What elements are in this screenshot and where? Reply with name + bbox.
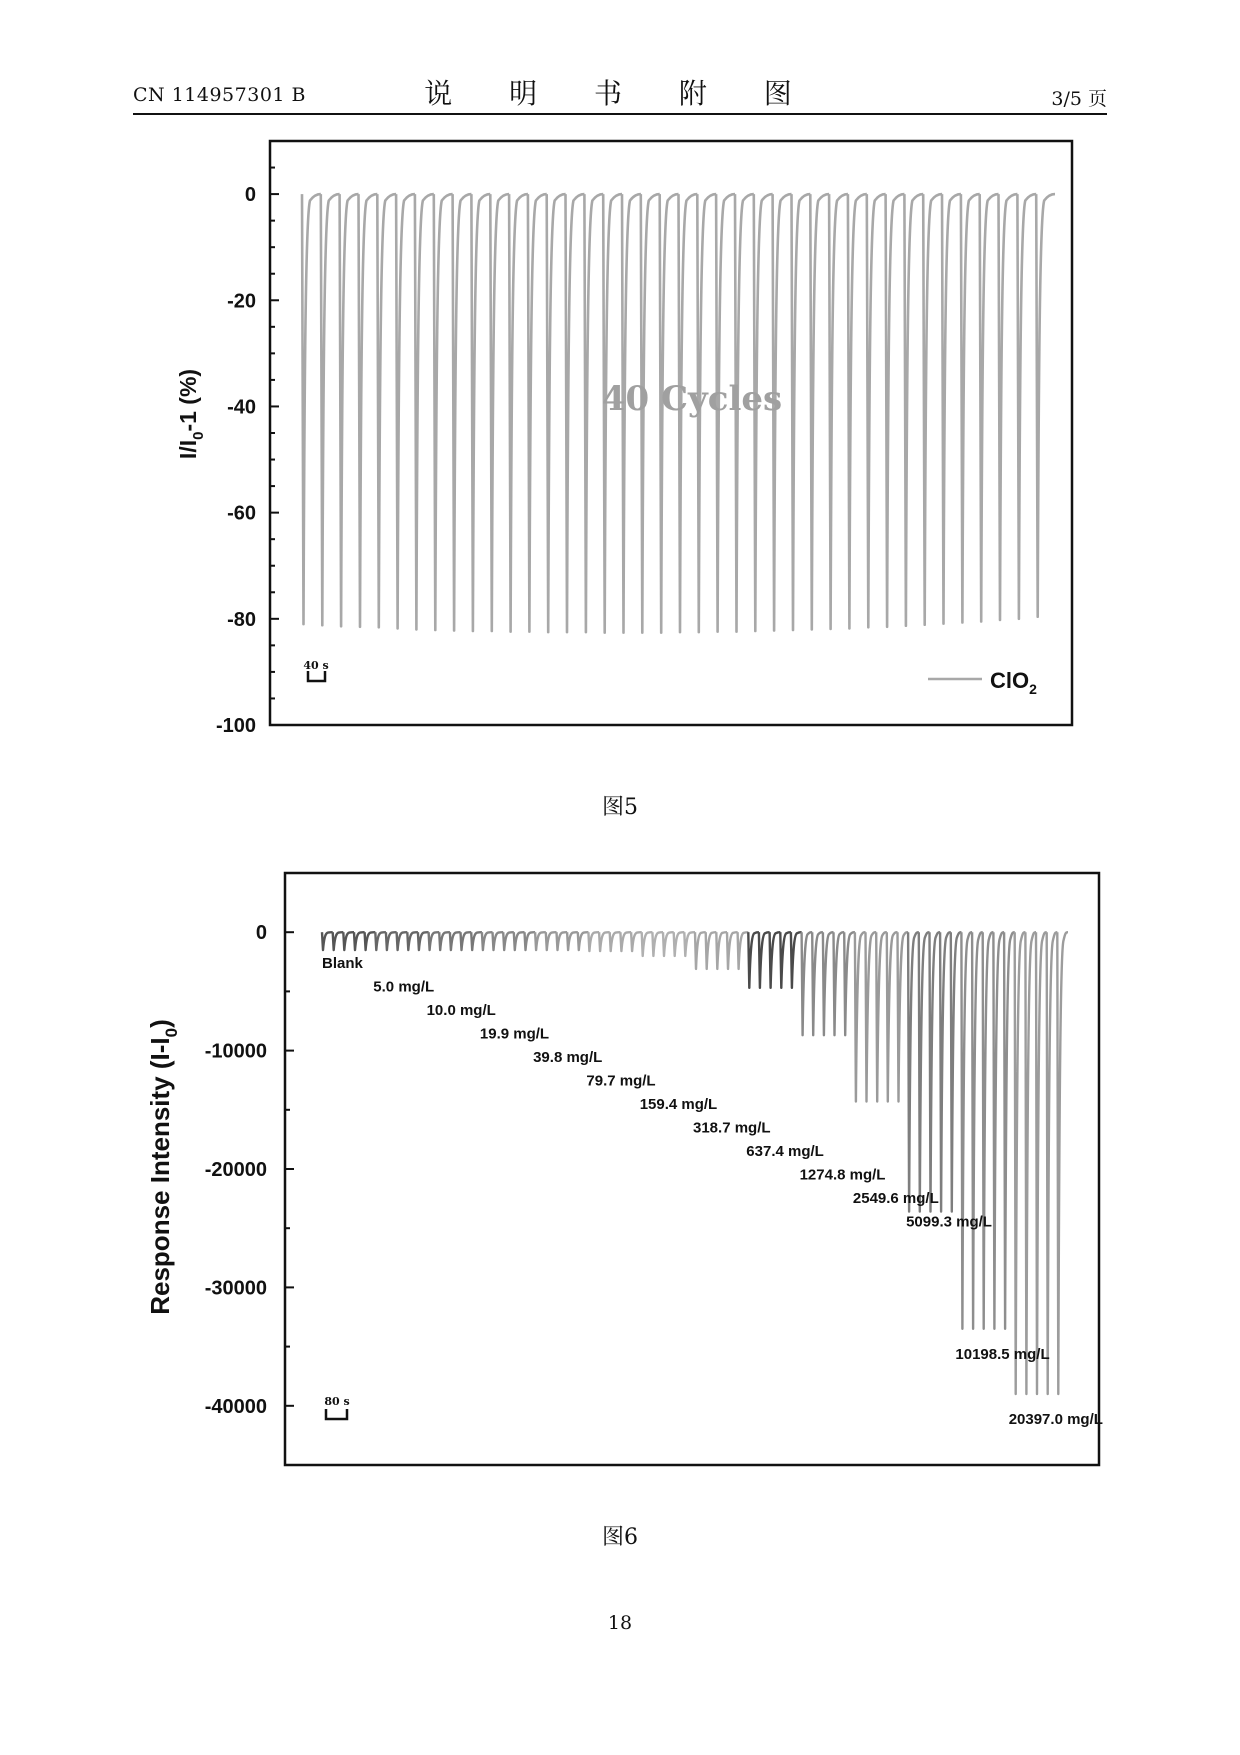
fig6-cycle-trace <box>812 932 823 1035</box>
fig5-y-axis-label: $I/I_0-1$ (%) <box>175 368 207 460</box>
fig6-cycle-trace <box>748 932 759 988</box>
fig6-scale-bar <box>324 1395 349 1419</box>
fig6-cycle-trace <box>365 932 376 950</box>
fig6-cycle-trace <box>375 932 386 950</box>
fig6-cycle-trace <box>343 932 354 950</box>
fig6-cycle-trace <box>620 932 631 951</box>
fig6-cycle-trace <box>610 932 621 951</box>
fig6-cycle-trace <box>652 932 663 956</box>
fig6-cycle-trace <box>961 932 972 1329</box>
fig6-cycle-trace <box>557 932 568 950</box>
fig6-cycle-trace <box>887 932 898 1101</box>
fig5-annotation-cycles: 40 Cycles <box>601 379 783 419</box>
fig6-cycle-trace <box>993 932 1004 1329</box>
fig6-cycle-trace <box>588 932 599 951</box>
header-page-indicator: 3/5 页 <box>1051 88 1107 110</box>
fig6-cycle-trace <box>429 932 440 950</box>
fig6-y-tick-label: 0 <box>255 922 267 945</box>
fig5-y-tick-label: -60 <box>227 502 256 525</box>
fig6-concentration-label: 10.0 mg/L <box>426 1002 496 1019</box>
fig6-cycle-trace <box>930 932 941 1211</box>
fig6-cycle-trace <box>535 932 546 950</box>
fig5-y-tick-label: -20 <box>227 290 256 313</box>
fig6-cycle-trace <box>663 932 674 956</box>
fig6-cycle-trace <box>471 932 482 950</box>
fig6-y-tick-label: -10000 <box>204 1040 267 1063</box>
fig6-cycle-trace <box>855 932 866 1101</box>
fig6-concentration-label: 318.7 mg/L <box>693 1119 771 1137</box>
fig6-concentration-label: 20397.0 mg/L <box>1008 1411 1103 1428</box>
fig6-cycle-trace <box>354 932 365 950</box>
fig6-cycle-trace <box>1025 932 1036 1394</box>
fig6-cycle-trace <box>802 932 813 1035</box>
fig6-concentration-label: 159.4 mg/L <box>639 1096 718 1113</box>
header-patent-number: CN 114957301 B <box>133 84 306 106</box>
fig6-y-tick-label: -30000 <box>204 1277 267 1300</box>
fig6-cycle-trace <box>1015 932 1026 1394</box>
fig6-cycle-trace <box>684 932 695 956</box>
fig6-cycle-trace <box>780 932 791 988</box>
fig6-cycle-trace <box>599 932 610 951</box>
fig6-cycle-trace <box>322 932 333 950</box>
fig6-cycle-trace <box>940 932 951 1211</box>
fig6-cycle-trace <box>407 932 418 950</box>
fig6-cycle-trace <box>972 932 983 1329</box>
fig6-y-axis-label: Response Intensity $(I-I_0)$ <box>145 1019 181 1315</box>
fig6-cycle-trace <box>866 932 877 1101</box>
fig6-cycle-trace <box>706 932 717 969</box>
fig5-y-tick-label: 0 <box>244 184 256 207</box>
svg-text:40 s: 40 s <box>303 659 329 672</box>
fig6-cycle-trace <box>631 932 642 951</box>
fig6-cycle-trace <box>493 932 504 950</box>
fig6-cycle-trace <box>695 932 706 969</box>
fig6-cycle-trace <box>727 932 738 969</box>
fig6-cycle-trace <box>482 932 493 950</box>
fig6-concentration-label: 5099.3 mg/L <box>906 1213 992 1231</box>
page-number: 18 <box>607 1612 633 1634</box>
fig6-cycle-trace <box>834 932 845 1035</box>
fig6-cycle-trace <box>1057 932 1068 1394</box>
fig6-cycle-trace <box>1047 932 1058 1394</box>
fig6-cycle-trace <box>567 932 578 950</box>
fig6-concentration-label: 10198.5 mg/L <box>955 1345 1050 1363</box>
fig6-concentration-label: 1274.8 mg/L <box>799 1166 886 1184</box>
fig6-cycle-trace <box>791 932 802 988</box>
fig6-cycle-trace <box>642 932 653 956</box>
fig6-cycle-trace <box>333 932 344 950</box>
fig6-cycle-trace <box>578 932 589 950</box>
fig6-cycle-trace <box>525 932 536 950</box>
fig6-cycle-trace <box>674 932 685 956</box>
fig6-cycle-trace <box>908 932 919 1211</box>
fig6-cycle-trace <box>951 932 962 1211</box>
fig6-concentration-label: 2549.6 mg/L <box>852 1190 939 1207</box>
figure-6-caption: 图6 <box>602 1525 638 1550</box>
fig6-cycle-trace <box>876 932 887 1101</box>
fig5-legend-label: ClO$_2$ <box>990 668 1037 697</box>
fig6-cycle-trace <box>716 932 727 969</box>
fig6-cycle-trace <box>738 932 749 969</box>
fig5-y-tick-label: -100 <box>215 715 256 737</box>
fig6-concentration-label: 637.4 mg/L <box>746 1143 824 1160</box>
fig6-cycle-trace <box>386 932 397 950</box>
fig6-cycle-trace <box>397 932 408 950</box>
fig6-y-tick-label: -20000 <box>204 1159 267 1181</box>
figure-5-caption: 图5 <box>602 795 638 820</box>
fig6-cycle-trace <box>1004 932 1015 1329</box>
fig6-cycle-trace <box>844 932 855 1035</box>
svg-text:80 s: 80 s <box>324 1395 350 1408</box>
fig6-cycle-trace <box>439 932 450 950</box>
fig6-cycle-trace <box>418 932 429 950</box>
fig5-y-tick-label: -80 <box>227 608 256 631</box>
fig6-cycle-trace <box>450 932 461 950</box>
fig5-y-tick-label: -40 <box>227 396 256 419</box>
fig6-cycle-trace <box>514 932 525 950</box>
fig6-concentration-label: 39.8 mg/L <box>533 1049 603 1066</box>
fig6-cycle-trace <box>759 932 770 988</box>
header-section-title: 说 明 书 附 图 <box>424 77 816 110</box>
fig6-concentration-label: 5.0 mg/L <box>373 978 435 996</box>
fig6-cycle-trace <box>503 932 514 950</box>
fig6-cycle-trace <box>770 932 781 988</box>
fig6-cycle-trace <box>546 932 557 950</box>
fig6-y-tick-label: -40000 <box>204 1395 267 1418</box>
fig6-concentration-label: Blank <box>322 955 363 972</box>
fig6-cycle-trace <box>1036 932 1047 1394</box>
fig6-cycle-trace <box>983 932 994 1329</box>
fig6-cycle-trace <box>919 932 930 1211</box>
fig6-concentration-label: 79.7 mg/L <box>586 1072 656 1090</box>
fig6-concentration-label: 19.9 mg/L <box>479 1025 550 1043</box>
fig6-cycle-trace <box>461 932 472 950</box>
fig6-cycle-trace <box>898 932 909 1101</box>
fig6-cycle-trace <box>823 932 834 1035</box>
